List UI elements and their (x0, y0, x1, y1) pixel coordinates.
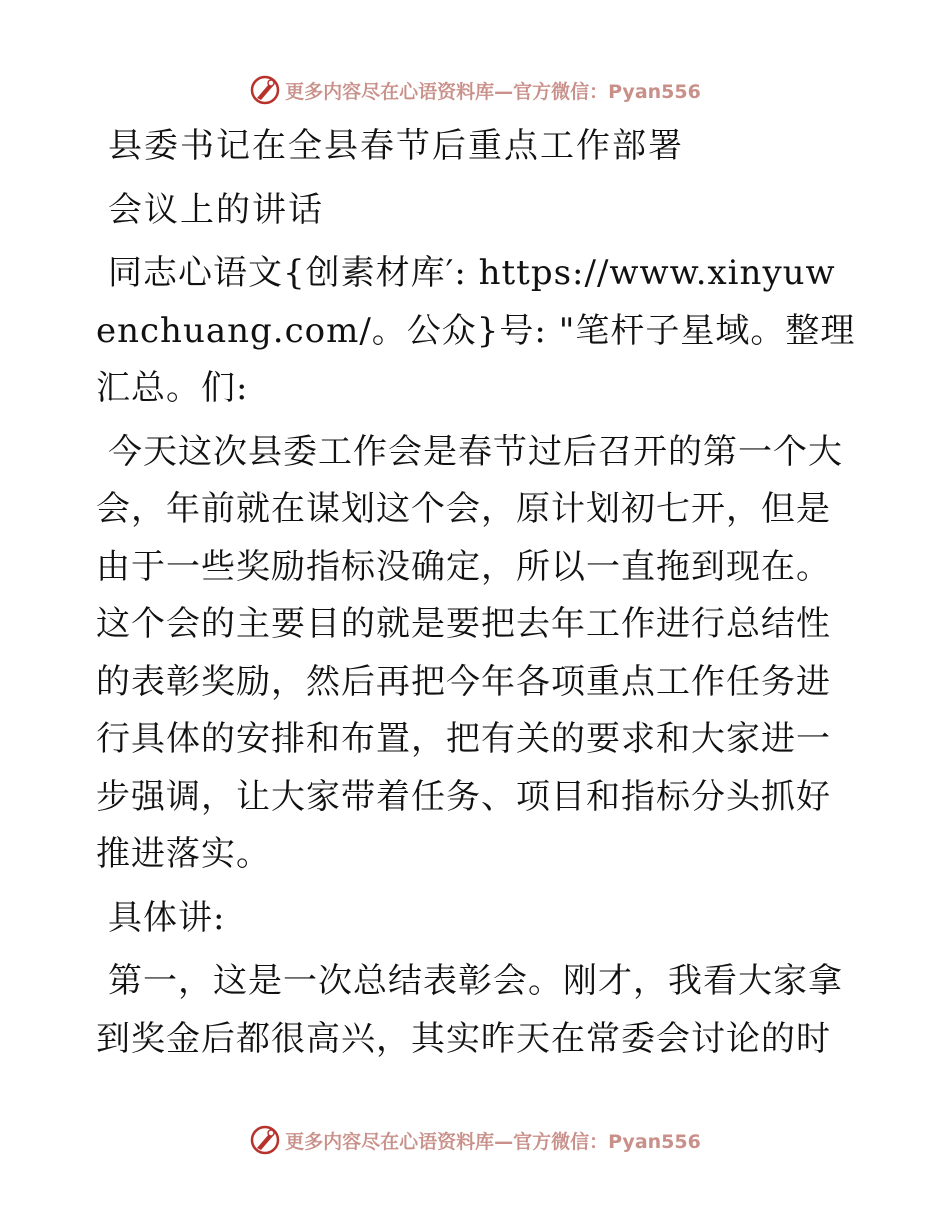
document-title-line-2: 会议上的讲话 (108, 189, 324, 230)
pen-logo-icon (249, 1124, 281, 1156)
pen-logo-icon (249, 74, 281, 106)
header-banner (0, 70, 950, 110)
document-title-line-1: 县委书记在全县春节后重点工作部署 (108, 126, 684, 166)
footer-banner (0, 1120, 950, 1160)
document-body (96, 118, 856, 1074)
paragraph-first-point: 第一，这是一次总结表彰会。刚才，我看大家拿到奖金后都很高兴，其实昨天在常委会讨论的时 (96, 961, 843, 1059)
banner-text: 更多内容尽在心语资料库—官方微信：Pyan556 (285, 80, 701, 103)
paragraph-specifics: 具体讲: (108, 897, 226, 938)
paragraph-intro: 今天这次县委工作会是春节过后召开的第一个大会，年前就在谋划这个会，原计划初七开，但是由于一些奖励指标没确定，所以一直拖到现在。这个会的主要目的就是要把去年工作进行总结性的表彰奖励，然后再把今年各项重点工作任务进行具体的安排和布置，把有关的要求和大家进一步强调，让大家带着任务、项目和指标分头抓好推进落实。 (96, 431, 843, 874)
paragraph-salutation: 同志心语文{创素材库′: https://www.xinyuwenchuang.com/。公众}号: "笔杆子星域。整理汇总。们: (96, 253, 856, 408)
banner-text: 更多内容尽在心语资料库—官方微信：Pyan556 (285, 1130, 701, 1153)
